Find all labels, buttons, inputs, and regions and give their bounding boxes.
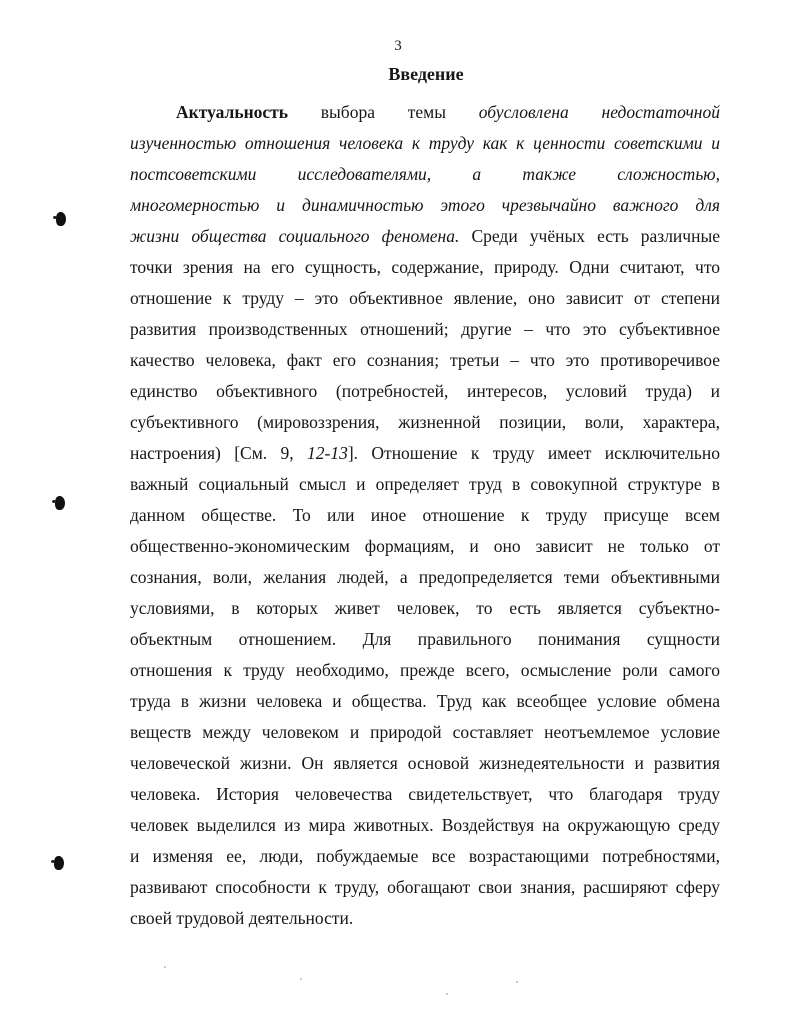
text-run: и изменяя ее, люди, побуждаемые все возрастающими потребностями, [130, 846, 720, 866]
text-run: общественно-экономическим формациям, и оно зависит не только от [130, 536, 720, 556]
scan-speck [300, 978, 302, 980]
punch-hole-mark [56, 212, 66, 226]
italic-text: изученностью отношения человека к труду как к ценности советскими и [130, 133, 720, 153]
text-run: ]. Отношение к труду имеет исключительно [347, 443, 720, 463]
scan-speck [516, 981, 518, 983]
italic-text: 12-13 [307, 443, 348, 463]
scan-speck [446, 993, 448, 995]
text-run: сознания, воли, желания людей, а предопределяется теми объективными [130, 567, 720, 587]
body-paragraph [130, 97, 720, 934]
text-line [130, 872, 720, 903]
text-line [130, 748, 720, 779]
text-line [130, 376, 720, 407]
scan-speck [164, 966, 166, 968]
text-line [130, 531, 720, 562]
bold-text: Актуальность [176, 102, 289, 122]
text-line [130, 469, 720, 500]
text-run: единство объективного (потребностей, интересов, условий труда) и [130, 381, 720, 401]
text-run: человек выделился из мира животных. Воздействуя на окружающую среду [130, 815, 720, 835]
text-run: своей трудовой деятельности. [130, 908, 354, 928]
page-title: Введение [388, 64, 464, 84]
text-line [130, 159, 720, 190]
text-line [130, 252, 720, 283]
italic-text: обусловлена недостаточной [478, 102, 720, 122]
text-run: развития производственных отношений; другие – что это субъективное [130, 319, 720, 339]
italic-text: жизни общества социального феномена. [130, 226, 460, 246]
text-run: веществ между человеком и природой составляет неотъемлемое условие [130, 722, 720, 742]
text-run: отношения к труду необходимо, прежде всего, осмысление роли самого [130, 660, 720, 680]
text-run: данном обществе. То или иное отношение к труду присуще всем [130, 505, 720, 525]
text-line [130, 128, 720, 159]
text-line [130, 283, 720, 314]
text-line [130, 562, 720, 593]
text-line [130, 190, 720, 221]
text-line [130, 500, 720, 531]
text-line [130, 345, 720, 376]
text-line [130, 438, 720, 469]
italic-text: многомерностью и динамичностью этого чрезвычайно важного для [130, 195, 720, 215]
text-line [130, 686, 720, 717]
text-run: человека. История человечества свидетельствует, что благодаря труду [130, 784, 720, 804]
text-line [130, 593, 720, 624]
text-line [130, 841, 720, 872]
text-line [130, 717, 720, 748]
text-line [130, 221, 720, 252]
text-line [130, 779, 720, 810]
text-line [130, 97, 720, 128]
text-run: труда в жизни человека и общества. Труд как всеобщее условие обмена [130, 691, 720, 711]
punch-hole-mark [54, 856, 64, 870]
text-line [130, 810, 720, 841]
text-run: Среди учёных есть различные [459, 226, 720, 246]
text-run: качество человека, факт его сознания; третьи – что это противоречивое [130, 350, 720, 370]
text-run: настроения) [См. 9, [130, 443, 308, 463]
text-run: выбора темы [288, 102, 479, 122]
text-run: субъективного (мировоззрения, жизненной позиции, воли, характера, [130, 412, 720, 432]
text-line [130, 903, 720, 934]
text-run: объектным отношением. Для правильного понимания сущности [130, 629, 720, 649]
text-line [130, 624, 720, 655]
text-line [130, 314, 720, 345]
text-run: важный социальный смысл и определяет труд в совокупной структуре в [130, 474, 720, 494]
punch-hole-mark [55, 496, 65, 510]
text-line [130, 655, 720, 686]
text-run: развивают способности к труду, обогащают свои знания, расширяют сферу [130, 877, 720, 897]
text-run: условиями, в которых живет человек, то есть является субъектно- [130, 598, 720, 618]
italic-text: постсоветскими исследователями, а также сложностью, [130, 164, 720, 184]
text-run: человеческой жизни. Он является основой жизнедеятельности и развития [130, 753, 720, 773]
page-number: 3 [394, 38, 402, 54]
text-run: точки зрения на его сущность, содержание, природу. Одни считают, что [130, 257, 720, 277]
text-line [130, 407, 720, 438]
text-run: отношение к труду – это объективное явление, оно зависит от степени [130, 288, 720, 308]
